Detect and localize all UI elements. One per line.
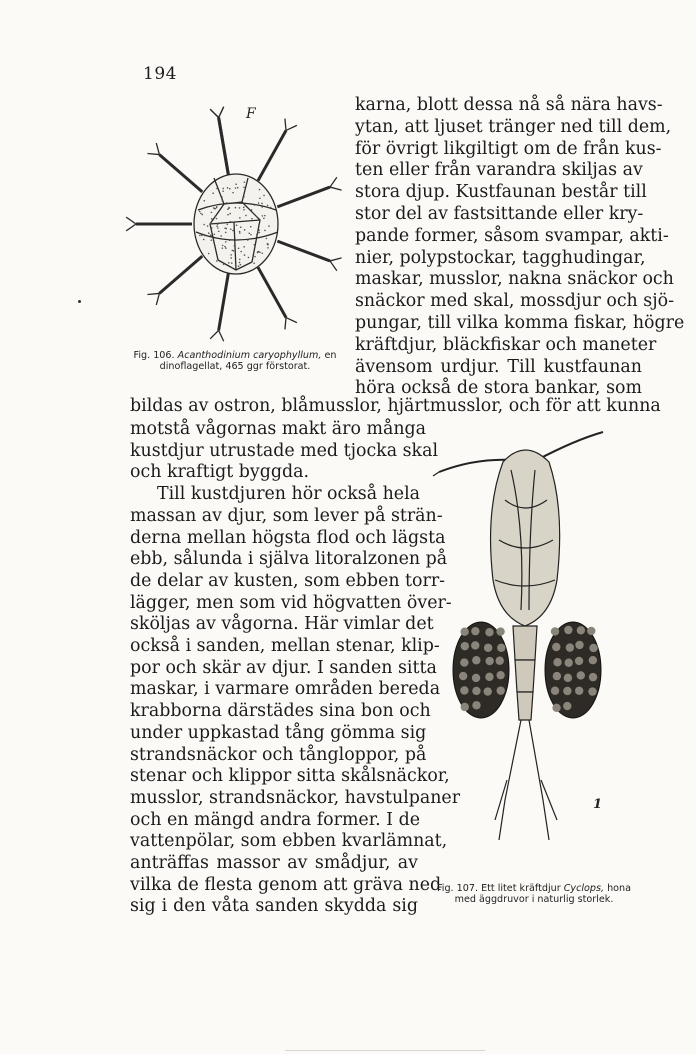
text-line: massan av djur, som lever på strän- bbox=[130, 505, 443, 526]
caption-106-prefix: Fig. 106. bbox=[133, 350, 178, 361]
caption-107-prefix: Fig. 107. Ett litet kräftdjur bbox=[436, 883, 564, 894]
text-line: maskar, i varmare områden bereda bbox=[130, 679, 441, 700]
text-line: karna, blott dessa nå så nära havs- bbox=[355, 95, 663, 115]
text-line: musslor, strandsnäckor, havstulpaner bbox=[130, 787, 461, 808]
caption-107-species: Cyclops, bbox=[563, 883, 605, 894]
text-line: ytan, att ljuset tränger ned till dem, bbox=[355, 116, 672, 137]
text-line: och kraftigt byggda. bbox=[130, 462, 310, 483]
text-line: sig i den våta sanden skydda sig bbox=[130, 896, 418, 917]
text-line: stora djup. Kustfaunan består till bbox=[355, 182, 647, 203]
text-line: Till kustdjuren hör också hela bbox=[157, 484, 421, 505]
caption-106-rest: en dinoflagellat, 465 ggr förstorat. bbox=[159, 350, 337, 372]
text-line: de delar av kusten, som ebben torr- bbox=[130, 570, 446, 591]
text-line: kräftdjur, bläckfiskar och maneter bbox=[355, 334, 657, 355]
text-line: stenar och klippor sitta skålsnäckor, bbox=[130, 766, 450, 787]
text-line: strandsnäckor och tångloppor, på bbox=[130, 744, 427, 765]
stray-mark bbox=[78, 300, 81, 303]
page-number: 194 bbox=[143, 64, 177, 84]
text-line: maskar, musslor, nakna snäckor och bbox=[355, 269, 674, 290]
figure-107 bbox=[425, 420, 630, 882]
text-line-full: bildas av ostron, blåmusslor, hjärtmusslor, och för att kunna bbox=[130, 396, 661, 416]
text-line: kustdjur utrustade med tjocka skal bbox=[130, 440, 439, 461]
caption-107 bbox=[425, 883, 643, 905]
text-line: snäckor med skal, mossdjur och sjö- bbox=[355, 291, 674, 312]
text-line: för övrigt likgiltigt om de från kus- bbox=[355, 138, 662, 159]
text-line: derna mellan högsta flod och lägsta bbox=[130, 527, 446, 548]
text-line: ten eller från varandra skiljas av bbox=[355, 160, 643, 181]
figure-letter: F bbox=[246, 106, 256, 122]
text-line: ävensom urdjur. Till kustfaunan bbox=[355, 356, 642, 377]
caption-106 bbox=[120, 350, 350, 372]
text-line: under uppkastad tång gömma sig bbox=[130, 722, 427, 743]
text-line: pande former, såsom svampar, akti- bbox=[355, 225, 669, 246]
bottom-rule bbox=[285, 1050, 485, 1051]
text-line: krabborna därstädes sina bon och bbox=[130, 701, 431, 722]
text-line: sköljas av vågorna. Här vimlar det bbox=[130, 614, 434, 635]
figure-106 bbox=[118, 92, 348, 342]
text-line: ebb, sålunda i själva litoralzonen på bbox=[130, 549, 448, 570]
caption-106-species: Acanthodinium caryophyllum, bbox=[177, 350, 322, 361]
caption-107-rest: hona med äggdruvor i naturlig storlek. bbox=[454, 883, 631, 905]
text-line: motstå vågornas makt äro många bbox=[130, 419, 427, 439]
text-line: anträffas massor av smådjur, av bbox=[130, 853, 418, 873]
text-line: vattenpölar, som ebben kvarlämnat, bbox=[130, 831, 448, 852]
text-line: höra också de stora bankar, som bbox=[355, 378, 642, 399]
text-line: lägger, men som vid högvatten över- bbox=[130, 592, 452, 613]
copepod-illustration bbox=[425, 420, 630, 882]
dinoflagellate-illustration bbox=[118, 92, 348, 342]
text-line: pungar, till vilka komma fiskar, högre bbox=[355, 313, 685, 333]
text-line: stor del av fastsittande eller kry- bbox=[355, 204, 644, 224]
text-line: nier, polypstockar, tagghudingar, bbox=[355, 247, 646, 268]
text-line: vilka de flesta genom att gräva ned bbox=[130, 874, 442, 895]
text-line: också i sanden, mellan stenar, klip- bbox=[130, 636, 440, 656]
figure-label: 1 bbox=[593, 797, 603, 812]
text-line: och en mängd andra former. I de bbox=[130, 809, 421, 830]
text-line: por och skär av djur. I sanden sitta bbox=[130, 657, 437, 678]
